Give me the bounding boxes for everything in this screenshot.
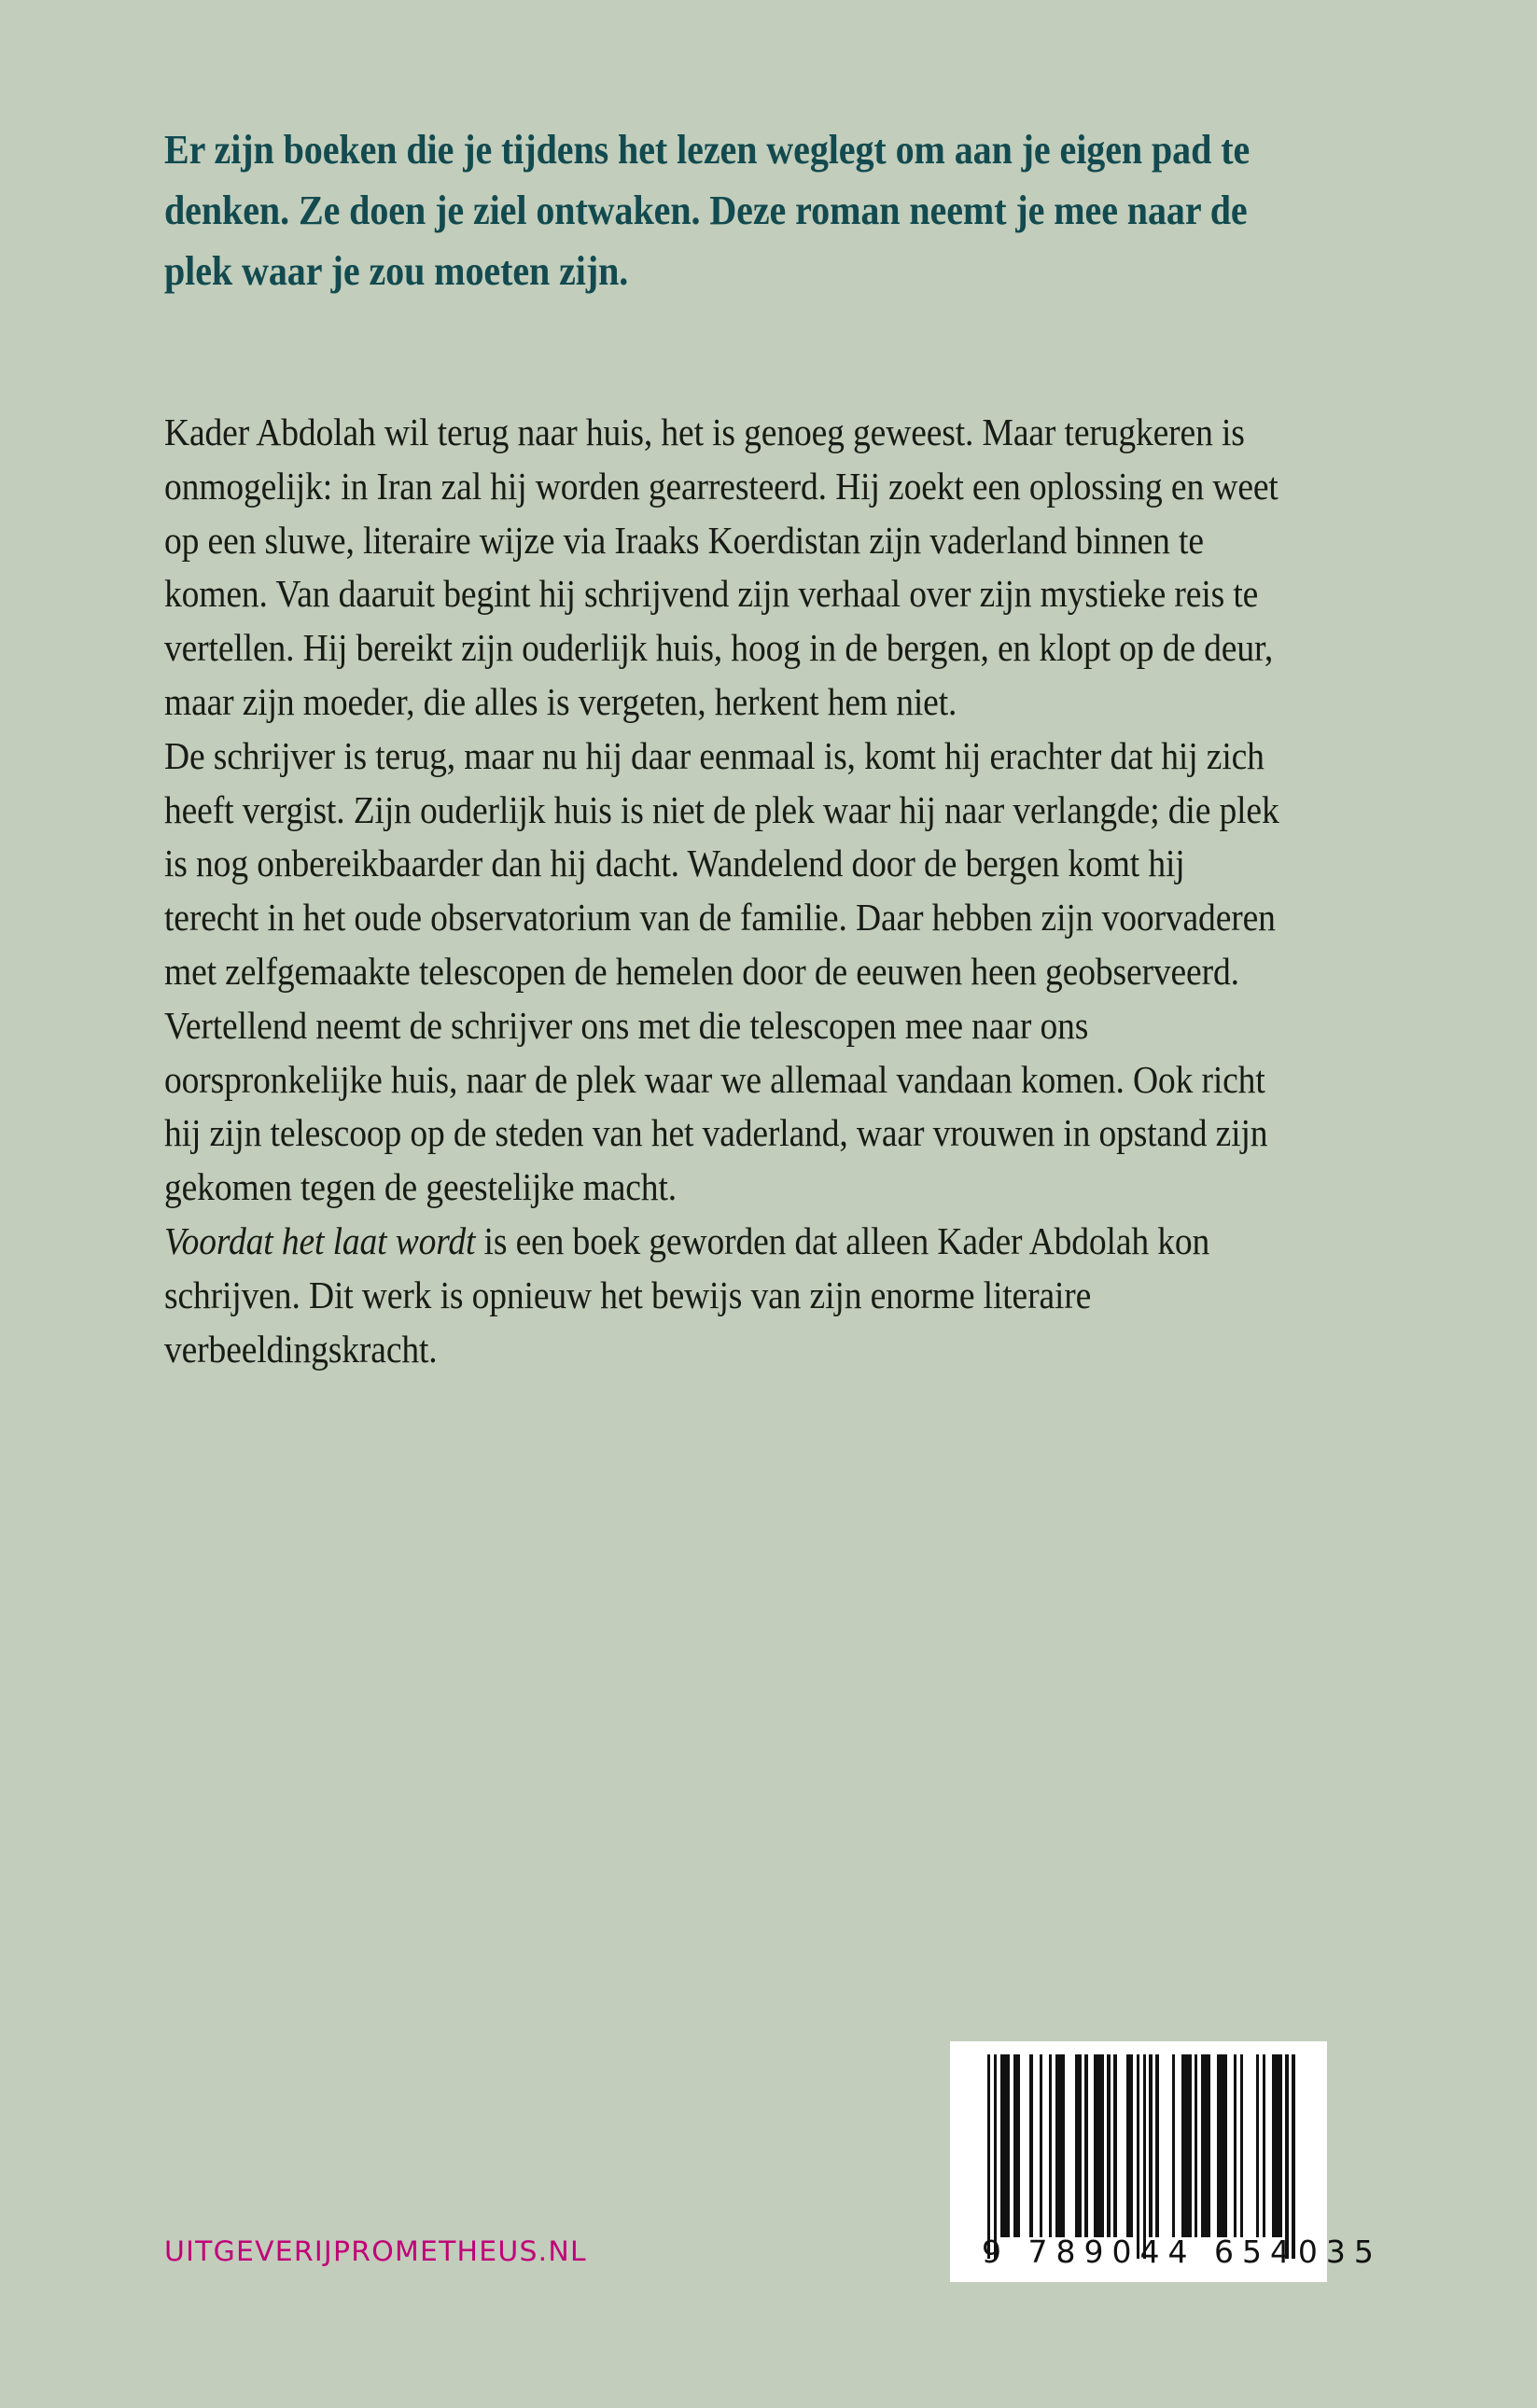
barcode-bar <box>1210 2054 1217 2237</box>
barcode-bar <box>1013 2054 1020 2237</box>
barcode-bar <box>1126 2054 1133 2237</box>
barcode-bar <box>1217 2054 1226 2237</box>
barcode-bar <box>1000 2054 1010 2237</box>
pull-quote-headline: Er zijn boeken die je tijdens het lezen weglegt om aan je eigen pad te denken. Ze doen je ziel ontwaken. Deze roman neemt je mee naar de plek waar je zou moeten zijn. <box>164 126 1260 294</box>
barcode-bar <box>1181 2054 1191 2237</box>
barcode-bar <box>1075 2054 1082 2237</box>
blurb-paragraph-2: De schrijver is terug, maar nu hij daar eenmaal is, komt hij erachter dat hij zich heeft vergist. Zijn ouderlijk huis is niet de plek waar hij naar verlangde; die plek is nog onbereikbaarder dan hij dacht. Wandelend door de bergen komt hij terecht in het oude observatorium van de familie. Daar hebben zijn voorvaderen met zelfgemaakte telescopen de hemelen door de eeuwen heen geobserveerd. Vertellend neemt de schrijver ons met die telescopen mee naar ons oorspronkelijke huis, naar de plek waar we allemaal vandaan komen. Ook richt hij zijn telescoop op de steden van het vaderland, waar vrouwen in opstand zijn gekomen tegen de geestelijke macht. <box>164 733 1288 1209</box>
blurb-text-block <box>164 406 1288 1376</box>
barcode-bar <box>1201 2054 1210 2237</box>
book-title-italic: Voordat het laat wordt <box>164 1218 476 1262</box>
barcode-bar <box>1055 2054 1065 2237</box>
blurb-paragraph-1: Kader Abdolah wil terug naar huis, het is genoeg geweest. Maar terugkeren is onmogelijk: in Iran zal hij worden gearresteerd. Hij zoekt een oplossing en weet op een sluwe, literaire wijze via Iraaks Koerdistan zijn vaderland binnen te komen. Van daaruit begint hij schrijvend zijn verhaal over zijn mystieke reis te vertellen. Hij bereikt zijn ouderlijk huis, hoog in de bergen, en klopt op de deur, maar zijn moeder, die alles is vergeten, herkent hem niet. <box>164 411 1287 723</box>
publisher-url[interactable]: UITGEVERIJPROMETHEUS.NL <box>164 2235 587 2267</box>
barcode-bar <box>1042 2054 1049 2237</box>
barcode-bar <box>1175 2054 1181 2237</box>
barcode-bar <box>1227 2054 1234 2237</box>
barcode-bar <box>1243 2054 1256 2237</box>
barcode-bar <box>1265 2054 1272 2237</box>
barcode-bar <box>1065 2054 1074 2237</box>
barcode-bar <box>1020 2054 1029 2237</box>
barcode-digits: 9 789044 654035 <box>982 2234 1382 2270</box>
barcode-bar <box>1292 2054 1294 2259</box>
blurb-paragraph-3 <box>164 1215 1288 1376</box>
barcode-bar <box>1088 2054 1095 2237</box>
barcode-bar <box>1159 2054 1172 2237</box>
barcode-bar <box>1272 2054 1281 2237</box>
blurb-paragraph-3-rest: is een boek geworden dat alleen Kader Abdolah kon schrijven. Dit werk is opnieuw het bewijs van zijn enorme literaire verbeeldingskracht. <box>164 1218 1219 1371</box>
barcode-bars <box>987 2054 1295 2237</box>
barcode-bar <box>1033 2054 1040 2237</box>
barcode-bar <box>1117 2054 1126 2237</box>
barcode-bar <box>1094 2054 1103 2237</box>
barcode <box>950 2041 1382 2282</box>
